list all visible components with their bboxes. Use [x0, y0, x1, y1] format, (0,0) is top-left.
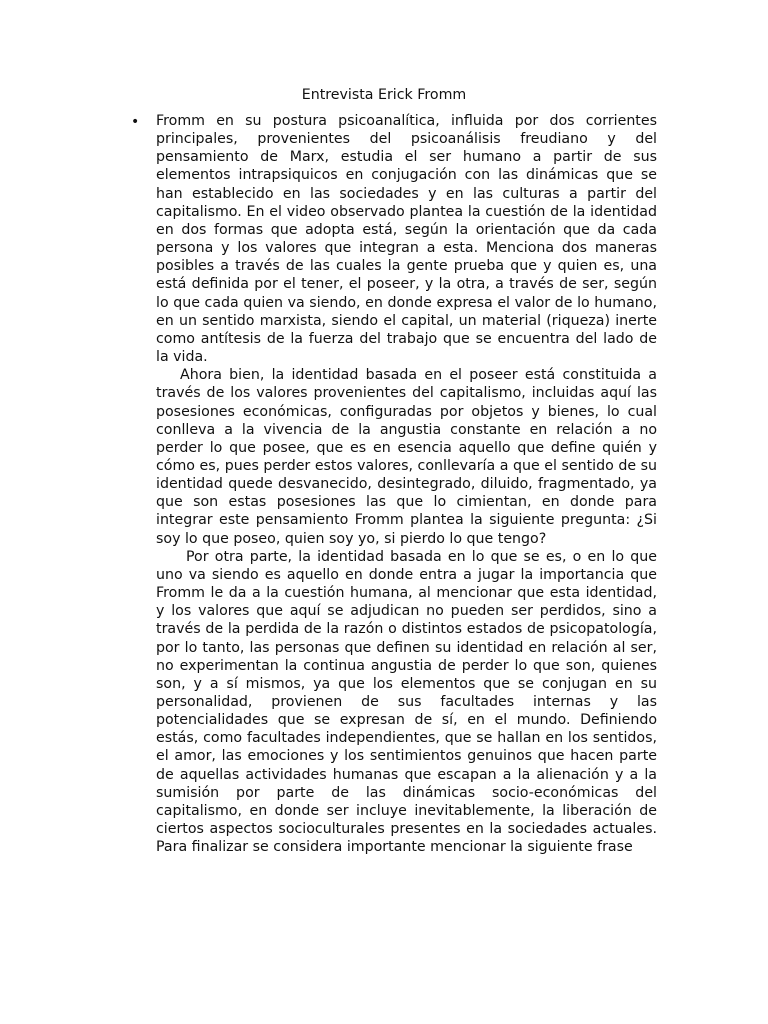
document-title: Entrevista Erick Fromm — [301, 87, 467, 103]
paragraph-2: Ahora bien, la identidad basada en el poseer está constituida a través de los valores provenientes del capitalismo, incluidas aquí las posesiones económicas, configuradas por objetos y bienes, lo cual conlleva a la vivencia de la angustia constante en relación a no perder lo que posee, que es en esencia aquello que define quién y cómo es, pues perder estos valores, conllevaría a que el sentido de su identidad quede desvanecido, desintegrado, diluido, fragmentado, ya que son estas posesiones las que lo cimientan, en donde para integrar este pensamiento Fromm plantea la siguiente pregunta: ¿Si soy lo que poseo, quien soy yo, si pierdo lo que tengo? — [156, 367, 657, 547]
paragraph-3: Por otra parte, la identidad basada en lo que se es, o en lo que uno va siendo es aquello en donde entra a jugar la importancia que Fromm le da a la cuestión humana, al mencionar que esta identidad, y los valores que aquí se adjudican no pueden ser perdidos, sino a través de la perdida de la razón o distintos estados de psicopatología, por lo tanto, las personas que definen su identidad en relación al ser, no experimentan la continua angustia de perder lo que son, quienes son, y a sí mismos, ya que los elementos que se conjugan en su personalidad, provienen de sus facultades internas y las potencialidades que se expresan de sí, en el mundo. Definiendo estás, como facultades independientes, que se hallan en los sentidos, el amor, las emociones y los sentimientos genuinos que hacen parte de aquellas actividades humanas que escapan a la alienación y a la sumisión por parte de las dinámicas socio-económicas del capitalismo, en donde ser incluye inevitablemente, la liberación de ciertos aspectos socioculturales presentes en la sociedades actuales. Para finalizar se considera importante mencionar la siguiente frase — [156, 548, 657, 856]
document-body — [156, 112, 657, 856]
bullet-point: • — [131, 114, 140, 130]
paragraph-1: Fromm en su postura psicoanalítica, influida por dos corrientes principales, provenientes del psicoanálisis freudiano y del pensamiento de Marx, estudia el ser humano a partir de sus elementos intrapsiquicos en conjugación con las dinámicas que se han establecido en las sociedades y en las culturas a partir del capitalismo. En el video observado plantea la cuestión de la identidad en dos formas que adopta está, según la orientación que da cada persona y los valores que integran a esta. Menciona dos maneras posibles a través de las cuales la gente prueba que y quien es, una está definida por el tener, el poseer, y la otra, a través de ser, según lo que cada quien va siendo, en donde expresa el valor de lo humano, en un sentido marxista, siendo el capital, un material (riqueza) inerte como antítesis de la fuerza del trabajo que se encuentra del lado de la vida. — [156, 113, 657, 366]
